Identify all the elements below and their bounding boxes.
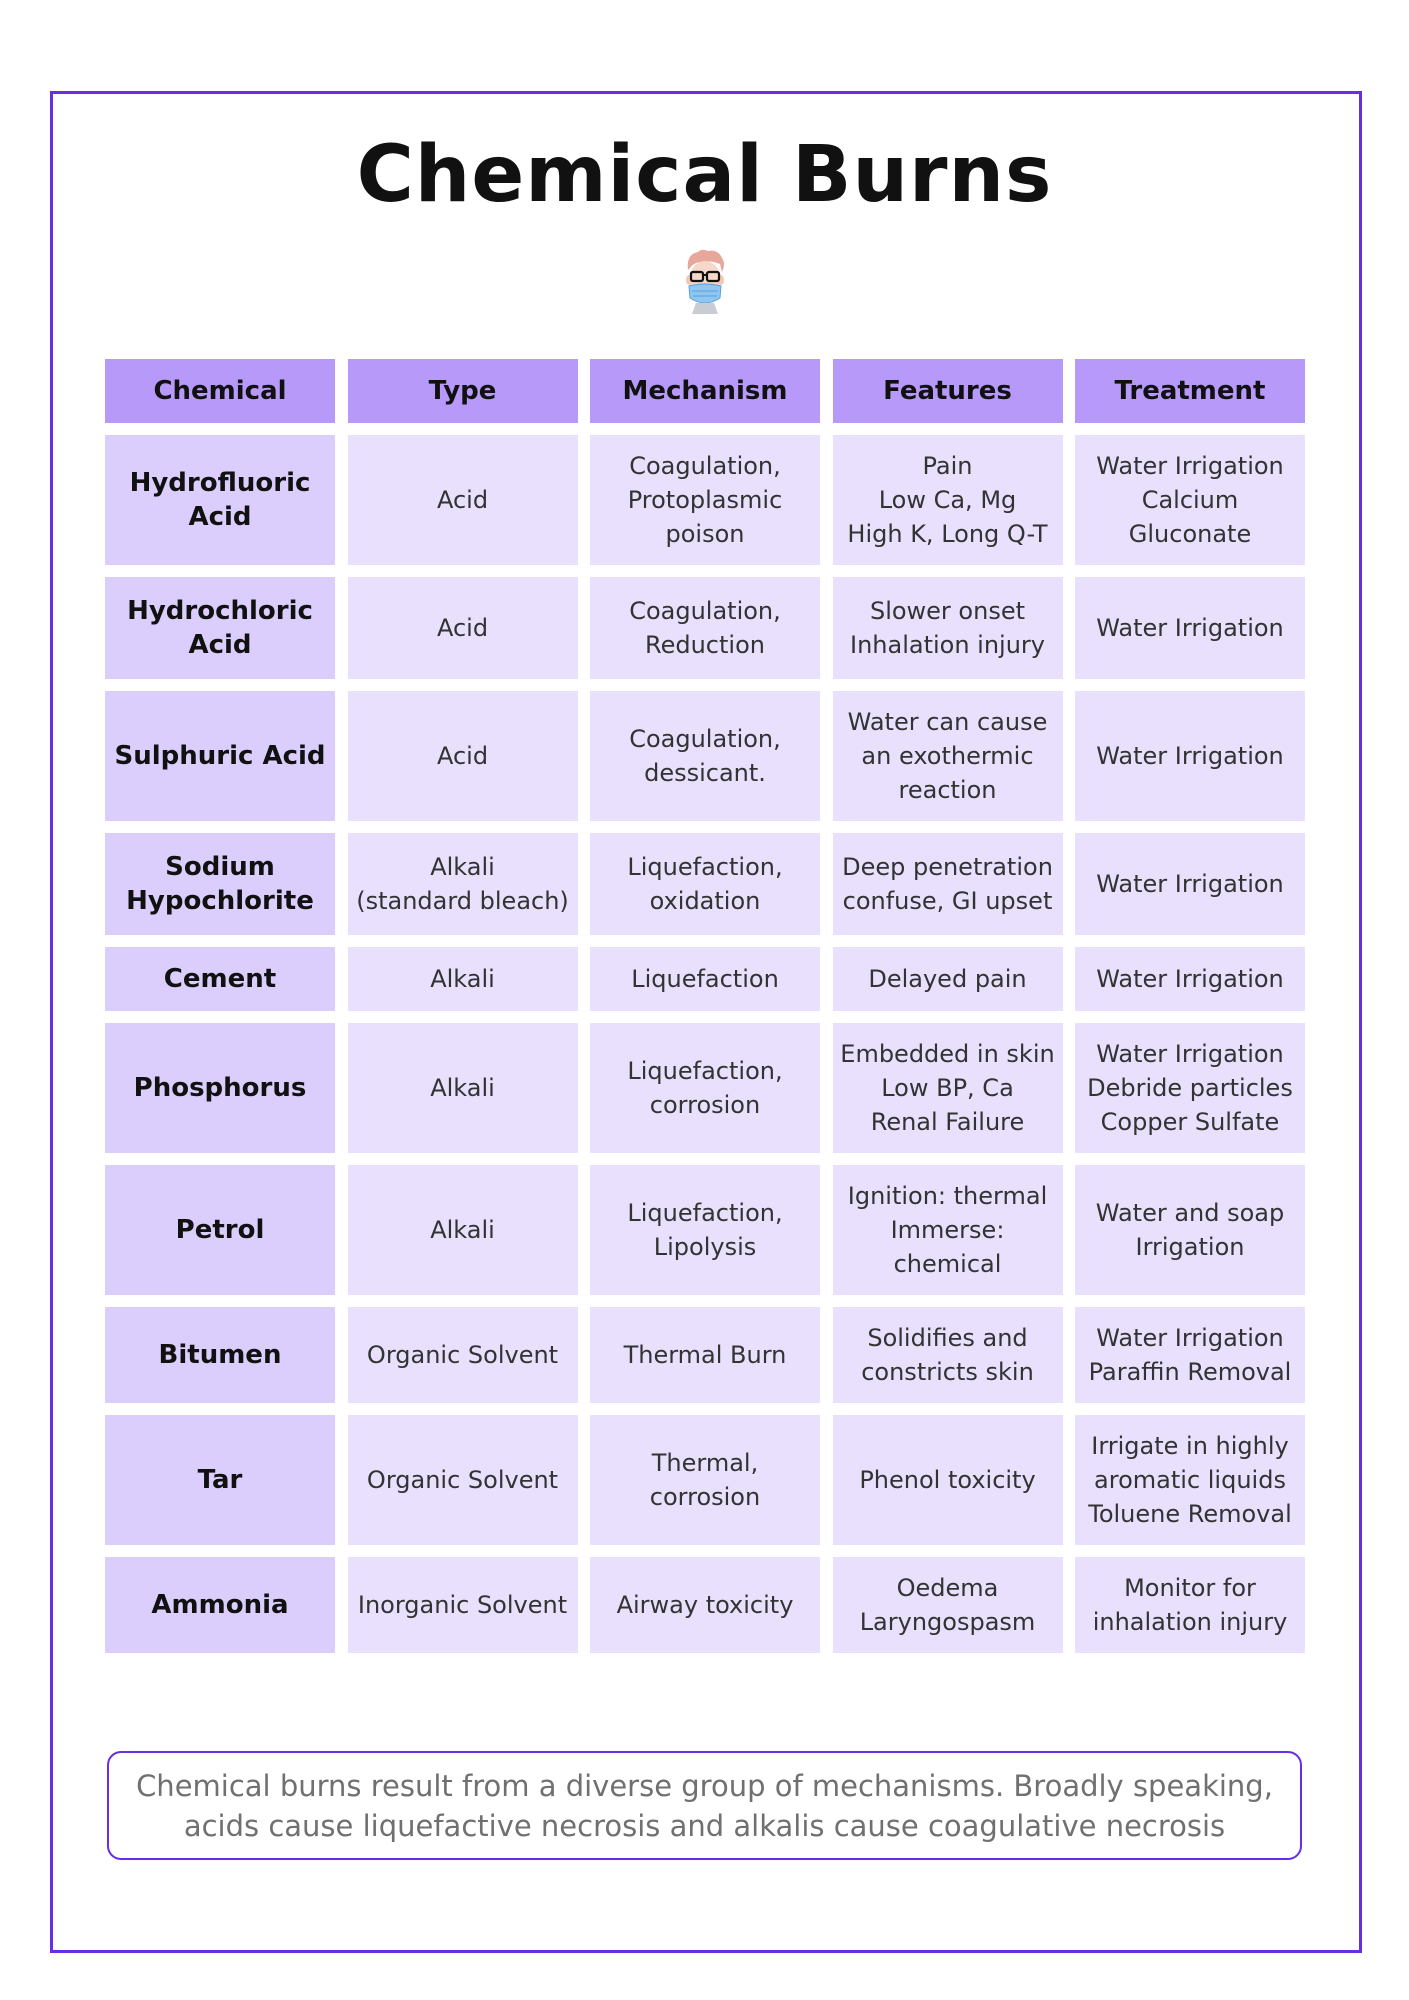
row-chemical-cell: Cement [105, 947, 335, 1011]
row-chemical-cell: Sodium Hypochlorite [105, 833, 335, 935]
table-cell: Water Irrigation Debride particles Copper Sulfate [1075, 1023, 1305, 1153]
table-cell: Water Irrigation [1075, 947, 1305, 1011]
table-cell: Organic Solvent [348, 1307, 578, 1403]
row-chemical-cell: Phosphorus [105, 1023, 335, 1153]
table-cell: Water can cause an exothermic reaction [833, 691, 1063, 821]
page-title: Chemical Burns [356, 130, 1053, 220]
table-cell: Monitor for inhalation injury [1075, 1557, 1305, 1653]
column-header: Type [348, 359, 578, 423]
table-cell: Delayed pain [833, 947, 1063, 1011]
table-cell: Slower onset Inhalation injury [833, 577, 1063, 679]
column-header: Mechanism [590, 359, 820, 423]
row-chemical-cell: Hydrochloric Acid [105, 577, 335, 679]
summary-note: Chemical burns result from a diverse group of mechanisms. Broadly speaking, acids cause liquefactive necrosis and alkalis cause coagulative necrosis [107, 1751, 1302, 1860]
table-cell: Liquefaction [590, 947, 820, 1011]
row-chemical-cell: Hydrofluoric Acid [105, 435, 335, 565]
table-cell: Water Irrigation [1075, 691, 1305, 821]
row-chemical-cell: Bitumen [105, 1307, 335, 1403]
table-cell: Liquefaction, corrosion [590, 1023, 820, 1153]
table-cell: Water Irrigation [1075, 833, 1305, 935]
table-cell: Water Irrigation [1075, 577, 1305, 679]
table-cell: Coagulation, Protoplasmic poison [590, 435, 820, 565]
column-header: Chemical [105, 359, 335, 423]
table-cell: Liquefaction, oxidation [590, 833, 820, 935]
table-cell: Inorganic Solvent [348, 1557, 578, 1653]
table-cell: Alkali [348, 1165, 578, 1295]
table-cell: Thermal Burn [590, 1307, 820, 1403]
table-cell: Irrigate in highly aromatic liquids Toluene Removal [1075, 1415, 1305, 1545]
table-cell: Coagulation, Reduction [590, 577, 820, 679]
table-cell: Liquefaction, Lipolysis [590, 1165, 820, 1295]
table-cell: Water Irrigation Paraffin Removal [1075, 1307, 1305, 1403]
table-cell: Phenol toxicity [833, 1415, 1063, 1545]
row-chemical-cell: Ammonia [105, 1557, 335, 1653]
column-header: Treatment [1075, 359, 1305, 423]
table-cell: Water and soap Irrigation [1075, 1165, 1305, 1295]
table-cell: Pain Low Ca, Mg High K, Long Q-T [833, 435, 1063, 565]
table-cell: Water Irrigation Calcium Gluconate [1075, 435, 1305, 565]
table-cell: Embedded in skin Low BP, Ca Renal Failure [833, 1023, 1063, 1153]
table-cell: Acid [348, 577, 578, 679]
table-cell: Coagulation, dessicant. [590, 691, 820, 821]
table-cell: Thermal, corrosion [590, 1415, 820, 1545]
table-cell: Alkali (standard bleach) [348, 833, 578, 935]
row-chemical-cell: Tar [105, 1415, 335, 1545]
row-chemical-cell: Petrol [105, 1165, 335, 1295]
table-cell: Ignition: thermal Immerse: chemical [833, 1165, 1063, 1295]
table-cell: Acid [348, 435, 578, 565]
table-cell: Oedema Laryngospasm [833, 1557, 1063, 1653]
table-cell: Alkali [348, 947, 578, 1011]
row-chemical-cell: Sulphuric Acid [105, 691, 335, 821]
table-cell: Organic Solvent [348, 1415, 578, 1545]
chemical-burns-table [105, 359, 1305, 1653]
table-cell: Deep penetration confuse, GI upset [833, 833, 1063, 935]
table-cell: Alkali [348, 1023, 578, 1153]
column-header: Features [833, 359, 1063, 423]
table-cell: Acid [348, 691, 578, 821]
table-cell: Airway toxicity [590, 1557, 820, 1653]
table-cell: Solidifies and constricts skin [833, 1307, 1063, 1403]
doctor-avatar-icon [680, 248, 730, 316]
